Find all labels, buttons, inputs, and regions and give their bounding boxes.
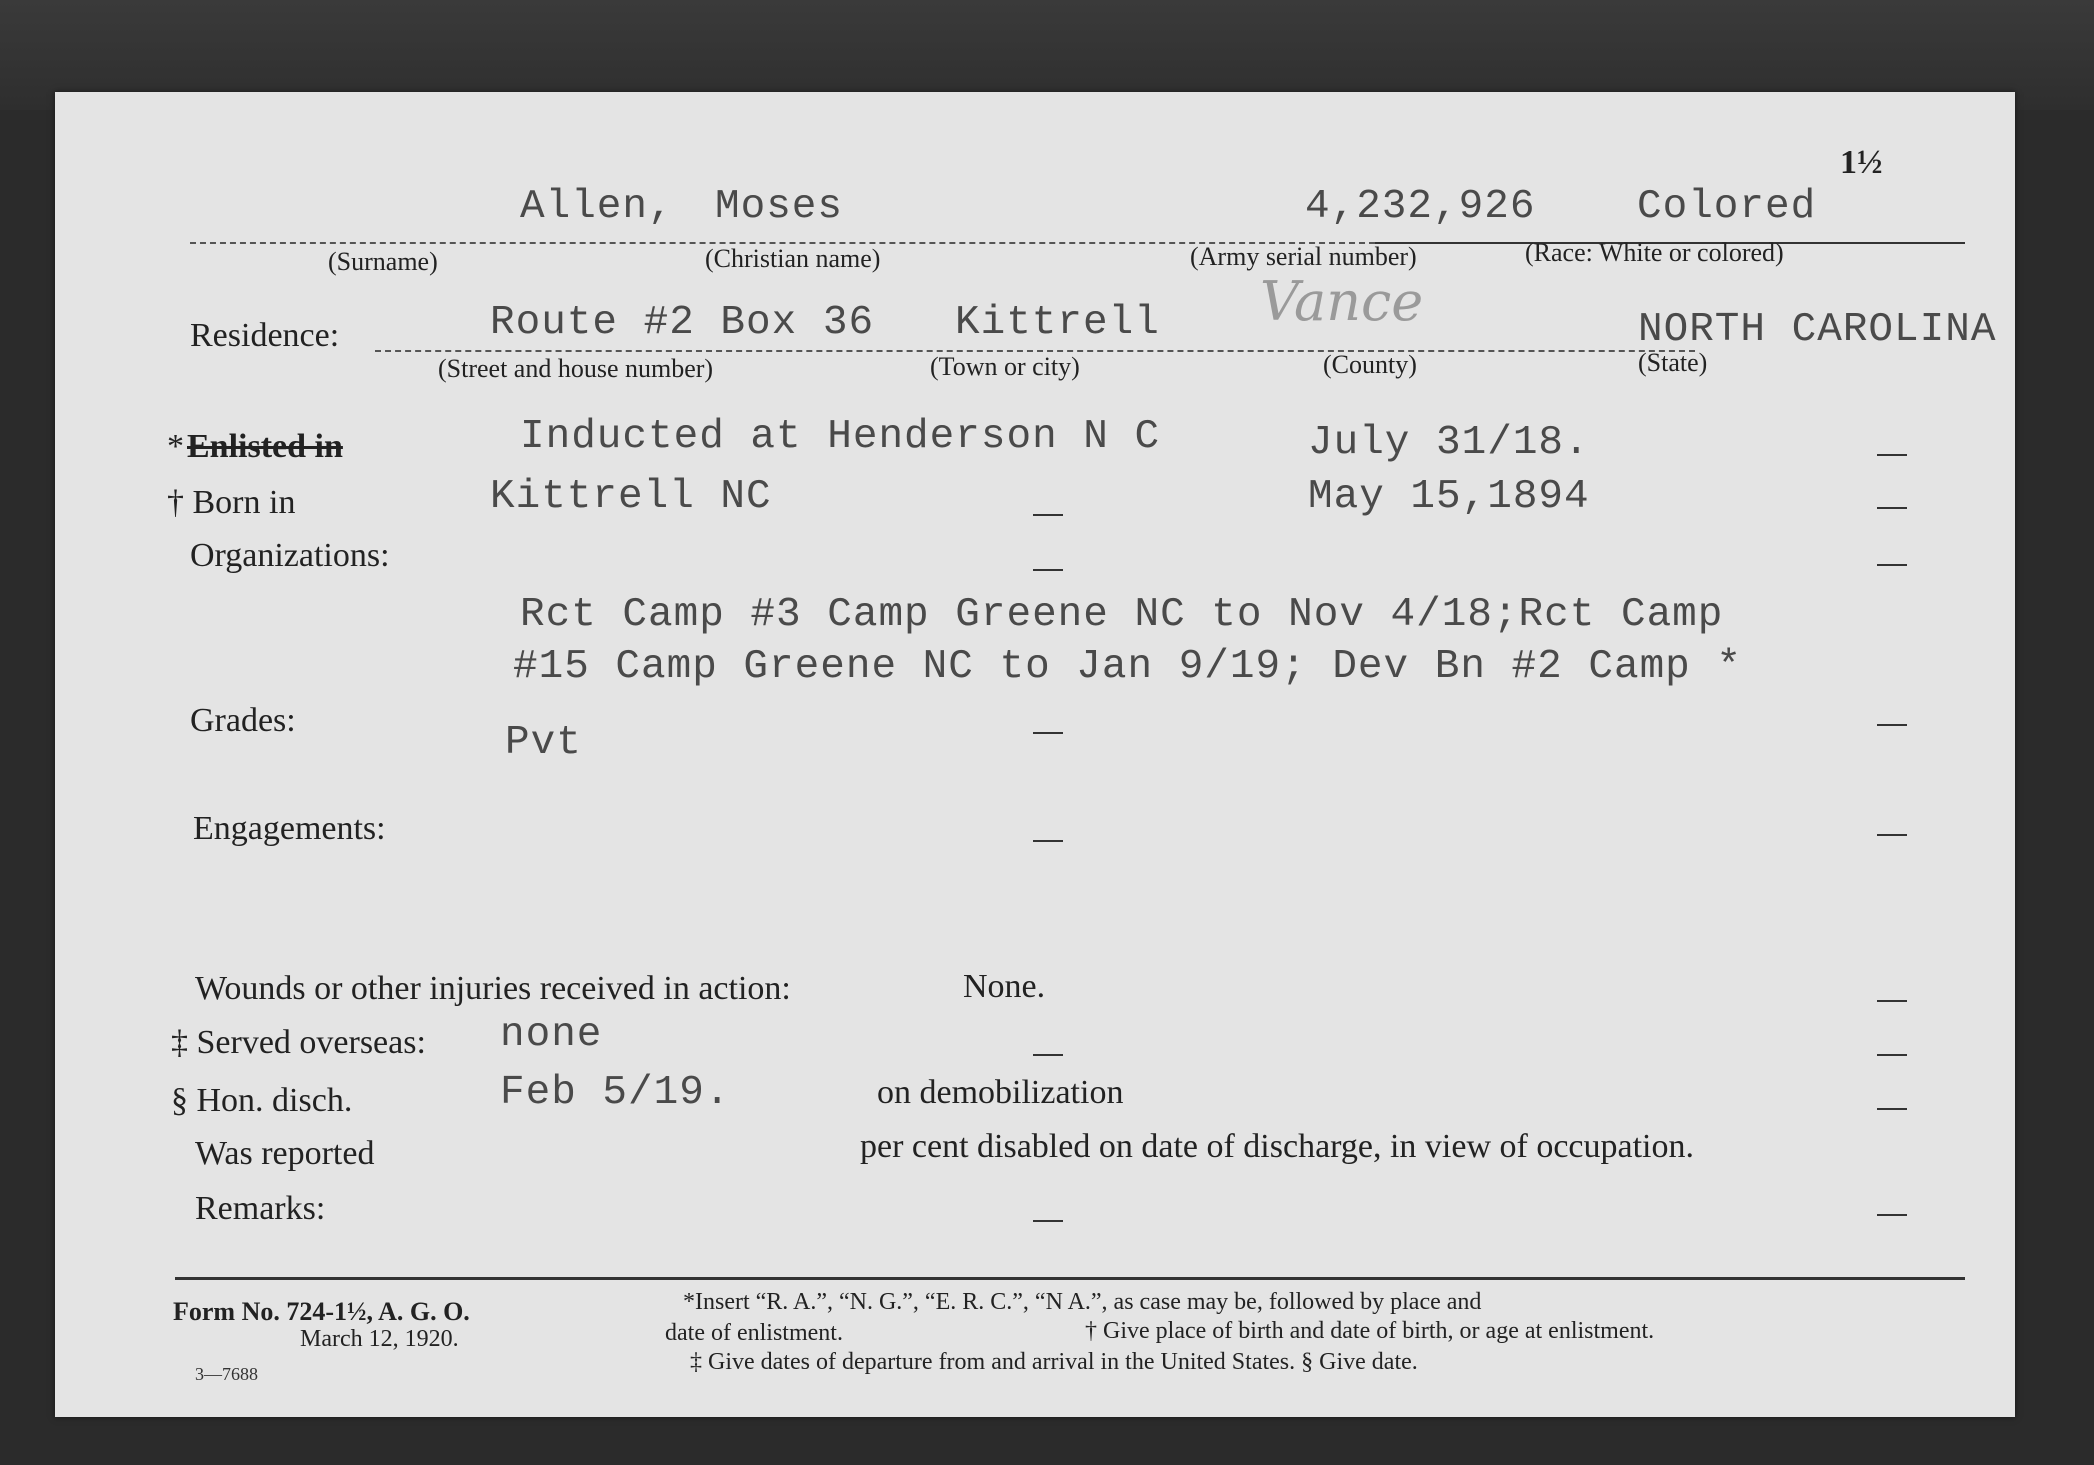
born-place: Kittrell NC (490, 474, 772, 520)
footnote-2: † Give place of birth and date of birth, or age at enlistment. (1085, 1318, 1655, 1344)
overseas-label: ‡ Served overseas: (171, 1024, 426, 1061)
race-value: Colored (1637, 184, 1817, 230)
dash (1033, 1054, 1063, 1056)
surname-value: Allen, (520, 184, 674, 230)
discharge-date: Feb 5/19. (500, 1070, 731, 1116)
dash (1877, 1054, 1907, 1056)
engagements-label: Engagements: (193, 810, 386, 847)
organizations-line-2: #15 Camp Greene NC to Jan 9/19; Dev Bn #2 Camp * (513, 644, 1742, 690)
dash (1877, 1000, 1907, 1002)
dash (1877, 454, 1907, 456)
grades-value: Pvt (505, 720, 582, 766)
footer-rule (175, 1277, 1965, 1280)
card-number: 1½ (1840, 144, 1883, 181)
christian-name-value: Moses (715, 184, 844, 230)
footnote-3: ‡ Give dates of departure from and arrival in the United States. § Give date. (690, 1349, 1418, 1375)
dash (1877, 1214, 1907, 1216)
dash (1877, 507, 1907, 509)
wounds-value: None. (963, 968, 1046, 1005)
residence-label: Residence: (190, 317, 340, 354)
form-date: March 12, 1920. (300, 1326, 459, 1352)
dash (1033, 732, 1063, 734)
grades-label: Grades: (190, 702, 296, 739)
born-date: May 15,1894 (1308, 474, 1590, 520)
christian-name-caption: (Christian name) (705, 244, 881, 273)
dash (1877, 564, 1907, 566)
organizations-line-1: Rct Camp #3 Camp Greene NC to Nov 4/18;Rct Camp (520, 592, 1724, 638)
footnote-1b: date of enlistment. (665, 1320, 843, 1346)
town-value: Kittrell (955, 300, 1160, 346)
race-caption: (Race: White or colored) (1525, 238, 1784, 267)
serial-number-caption: (Army serial number) (1190, 242, 1417, 271)
town-caption: (Town or city) (930, 352, 1080, 381)
overseas-value: none (500, 1012, 603, 1058)
surname-caption: (Surname) (328, 247, 438, 276)
disabled-text: per cent disabled on date of discharge, in view of occupation. (860, 1128, 1694, 1165)
dash (1877, 1108, 1907, 1110)
enlisted-place: Inducted at Henderson N C (520, 414, 1161, 460)
dash (1877, 724, 1907, 726)
reported-label: Was reported (195, 1135, 375, 1172)
print-code: 3—7688 (195, 1364, 258, 1384)
street-caption: (Street and house number) (438, 354, 714, 383)
organizations-label: Organizations: (190, 537, 390, 574)
discharge-label: § Hon. disch. (171, 1082, 353, 1119)
discharge-reason: on demobilization (877, 1074, 1124, 1111)
dash (1033, 514, 1063, 516)
dash (1033, 840, 1063, 842)
born-label: † Born in (167, 484, 296, 521)
state-caption: (State) (1638, 348, 1708, 377)
dash (1033, 1220, 1063, 1222)
form-number: Form No. 724-1½, A. G. O. (173, 1297, 470, 1326)
wounds-label: Wounds or other injuries received in action: (195, 970, 791, 1007)
dash (1033, 569, 1063, 571)
county-value-handwritten: Vance (1260, 270, 1424, 333)
enlisted-mark: * (167, 428, 184, 465)
enlisted-label: Enlisted in (187, 428, 343, 465)
county-caption: (County) (1323, 350, 1417, 379)
remarks-label: Remarks: (195, 1190, 326, 1227)
state-value: NORTH CAROLINA (1638, 307, 1997, 353)
dash (1877, 834, 1907, 836)
serial-number-value: 4,232,926 (1305, 184, 1536, 230)
street-value: Route #2 Box 36 (490, 300, 875, 346)
service-record-card (55, 92, 2015, 1417)
enlisted-date: July 31/18. (1308, 420, 1590, 466)
footnote-1a: *Insert “R. A.”, “N. G.”, “E. R. C.”, “N A.”, as case may be, followed by place and (683, 1289, 1482, 1315)
